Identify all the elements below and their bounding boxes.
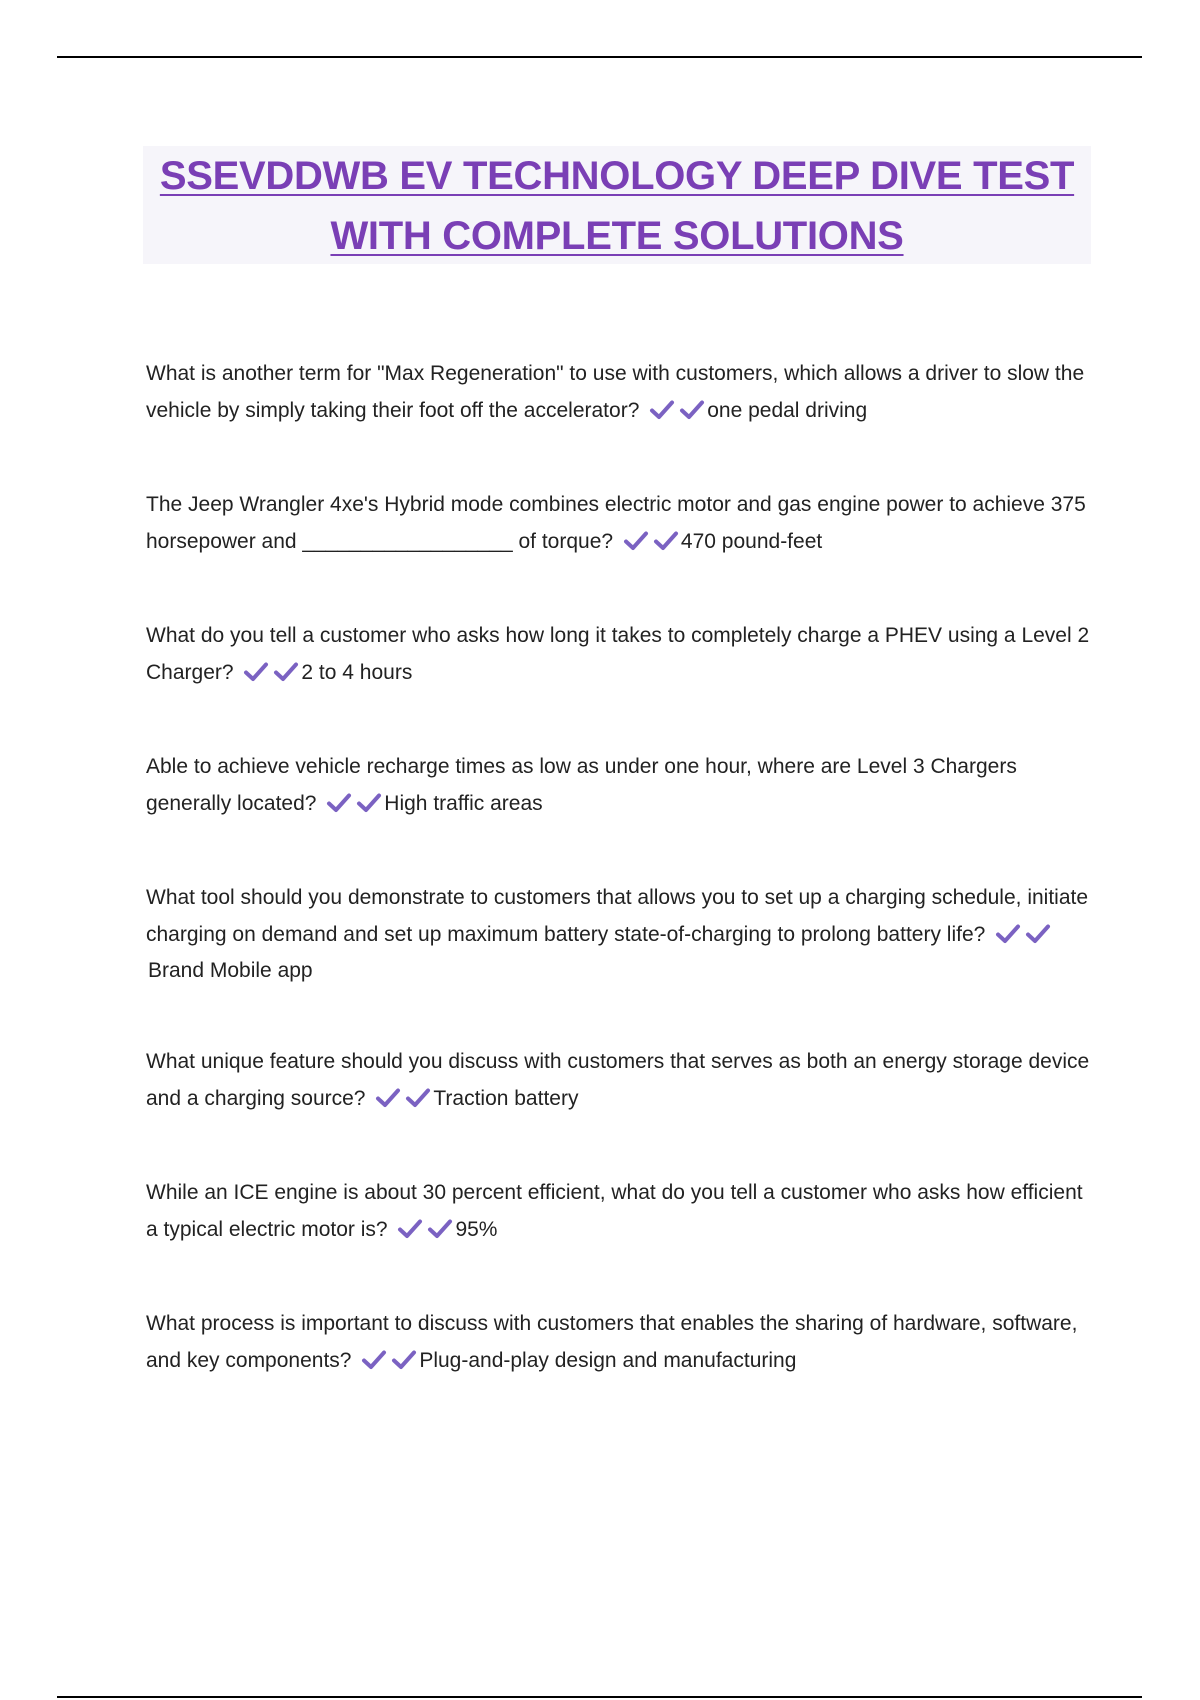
answer-text: Brand Mobile app [148, 959, 313, 982]
check-icon [995, 923, 1021, 945]
top-rule [57, 56, 1142, 58]
check-icon [243, 661, 269, 683]
answer-text: Plug-and-play design and manufacturing [419, 1348, 797, 1372]
qa-item-1 [146, 356, 1096, 429]
check-icon [1025, 923, 1051, 945]
check-icon [391, 1349, 417, 1371]
qa-item-6 [146, 1044, 1096, 1117]
question-text: What process is important to discuss with customers that enables the sharing of hardware, software, and key components? [146, 1312, 1078, 1372]
check-icon [653, 530, 679, 552]
check-icon [405, 1087, 431, 1109]
question-text: What unique feature should you discuss with customers that serves as both an energy storage device and a charging source? [146, 1050, 1090, 1110]
answer-text: 470 pound-feet [680, 529, 823, 553]
qa-item-5 [146, 880, 1096, 990]
answer-text: High traffic areas [384, 791, 543, 815]
check-icon [397, 1218, 423, 1240]
answer-text: 2 to 4 hours [301, 660, 413, 684]
question-text: What tool should you demonstrate to customers that allows you to set up a charging schedule, initiate charging on demand and set up maximum battery state-of-charging to prolong battery life? [146, 886, 1089, 946]
qa-item-8 [146, 1306, 1096, 1379]
qa-item-2 [146, 487, 1096, 560]
answer-text: Traction battery [433, 1086, 579, 1110]
question-text: Able to achieve vehicle recharge times as low as under one hour, where are Level 3 Chargers generally located? [146, 755, 1017, 815]
check-icon [356, 792, 382, 814]
qa-item-3 [146, 618, 1096, 691]
title-line-1: SSEVDDWB EV TECHNOLOGY DEEP DIVE TEST [159, 154, 1075, 198]
check-icon [679, 399, 705, 421]
check-icon [623, 530, 649, 552]
bottom-rule [57, 1696, 1142, 1698]
question-text: While an ICE engine is about 30 percent efficient, what do you tell a customer who asks how efficient a typical electric motor is? [146, 1181, 1083, 1241]
check-icon [427, 1218, 453, 1240]
check-icon [361, 1349, 387, 1371]
check-icon [375, 1087, 401, 1109]
question-text: What is another term for "Max Regeneration" to use with customers, which allows a driver to slow the vehicle by simply taking their foot off the accelerator? [146, 362, 1085, 422]
check-icon [273, 661, 299, 683]
qa-item-4 [146, 749, 1096, 822]
check-icon [649, 399, 675, 421]
question-text: The Jeep Wrangler 4xe's Hybrid mode combines electric motor and gas engine power to achieve 375 horsepower and __________________ of torque? [146, 493, 1086, 553]
document-title [143, 146, 1091, 264]
check-icon [326, 792, 352, 814]
answer-text: one pedal driving [707, 398, 868, 422]
title-line-2: WITH COMPLETE SOLUTIONS [330, 214, 904, 258]
answer-text: 95% [455, 1217, 498, 1241]
qa-item-7 [146, 1175, 1096, 1248]
question-text: What do you tell a customer who asks how long it takes to completely charge a PHEV using a Level 2 Charger? [146, 624, 1090, 684]
